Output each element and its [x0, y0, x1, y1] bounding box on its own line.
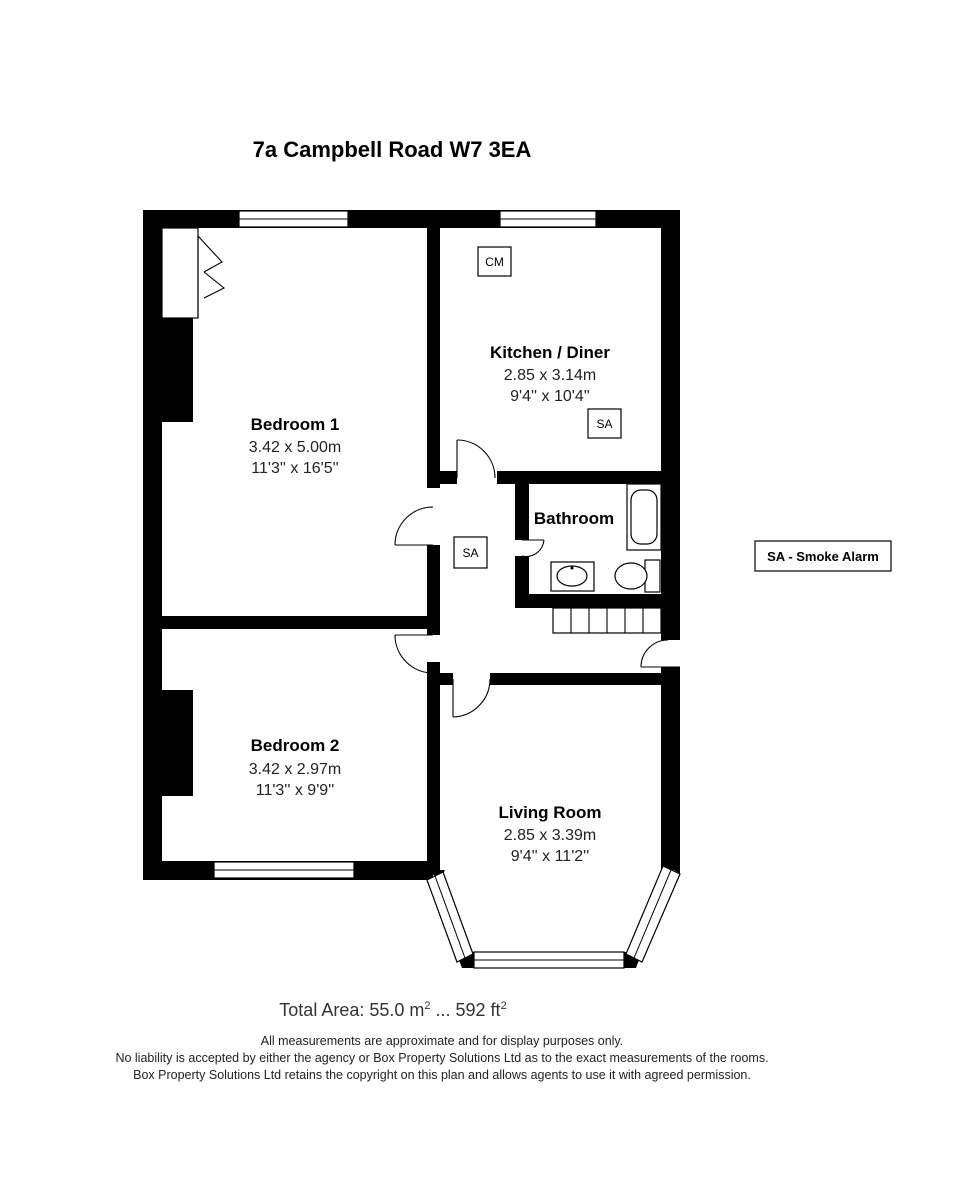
toilet-bowl-icon — [615, 563, 647, 589]
total-area: Total Area: 55.0 $m^2$ ... 592 $ft^2$ — [279, 1000, 507, 1020]
window-bay-right-pane — [634, 870, 671, 958]
room-name-bedroom2: Bedroom 2 — [250, 736, 340, 755]
room-name-living: Living Room — [498, 803, 602, 822]
room-imperial-bedroom1: 11'3'' x 16'5'' — [251, 460, 339, 477]
tag-cm: CM — [485, 255, 504, 269]
wall-top — [143, 210, 680, 228]
wall-kitchen-bottom-left — [440, 471, 457, 484]
wall-right-upper — [661, 210, 680, 640]
legend-text: SA - Smoke Alarm — [767, 549, 879, 564]
wardrobe-doors-icon — [198, 236, 224, 298]
wall-living-top-left — [440, 673, 453, 685]
chimney-breast-bedroom2 — [162, 690, 193, 796]
legend — [755, 541, 891, 571]
windows — [214, 211, 680, 968]
wall-bed2-stub — [427, 629, 440, 635]
room-metric-bedroom2: 3.42 x 2.97m — [248, 761, 342, 778]
room-name-kitchen: Kitchen / Diner — [490, 343, 610, 362]
disclaimer-line-1: All measurements are approximate and for display purposes only. — [260, 1034, 624, 1048]
wall-bathroom-left-upper — [515, 484, 529, 540]
chimney-breast-bedroom1 — [162, 318, 193, 422]
wall-bed1-hall — [427, 545, 440, 625]
bathtub-basin-icon — [631, 490, 657, 544]
wall-bed1-bed2 — [162, 616, 440, 629]
tag-sa-hall: SA — [462, 546, 479, 560]
disclaimer-line-2: No liability is accepted by either the agency or Box Property Solutions Ltd as to the exact measurements of the rooms. — [115, 1051, 769, 1065]
stairs-icon — [553, 608, 661, 633]
disclaimer-line-3: Box Property Solutions Ltd retains the copyright on this plan and allows agents to use it with agreed permission. — [133, 1068, 751, 1082]
door-living-swing — [453, 679, 490, 717]
room-imperial-bedroom2: 11'3'' x 9'9'' — [255, 782, 335, 799]
room-imperial-kitchen: 9'4'' x 10'4'' — [510, 388, 590, 405]
fixtures — [162, 228, 661, 633]
wall-bed1-kitchen — [427, 228, 440, 488]
wall-left — [143, 210, 162, 880]
room-imperial-living: 9'4'' x 11'2'' — [510, 848, 590, 865]
room-name-bedroom1: Bedroom 1 — [250, 415, 340, 434]
room-name-bathroom: Bathroom — [533, 509, 615, 528]
walls — [143, 210, 680, 968]
door-bathroom-swing — [522, 540, 544, 556]
wall-bathroom-bottom — [515, 594, 661, 608]
wall-living-top — [490, 673, 661, 685]
wall-right-lower — [661, 667, 680, 870]
door-entrance-swing — [641, 640, 668, 667]
wall-kitchen-bottom — [497, 471, 661, 484]
room-metric-living: 2.85 x 3.39m — [503, 827, 597, 844]
room-metric-bedroom1: 3.42 x 5.00m — [248, 439, 342, 456]
door-bedroom1-swing — [395, 507, 433, 545]
tag-sa-kitchen: SA — [596, 417, 613, 431]
door-kitchen-swing — [457, 440, 495, 478]
window-bay-left-pane — [435, 876, 465, 958]
room-metric-kitchen: 2.85 x 3.14m — [503, 367, 597, 384]
plan-title: 7a Campbell Road W7 3EA — [252, 137, 532, 162]
wall-bed2-living — [427, 662, 440, 872]
washbasin-tap-icon — [571, 567, 574, 570]
wardrobe-icon — [162, 228, 198, 318]
